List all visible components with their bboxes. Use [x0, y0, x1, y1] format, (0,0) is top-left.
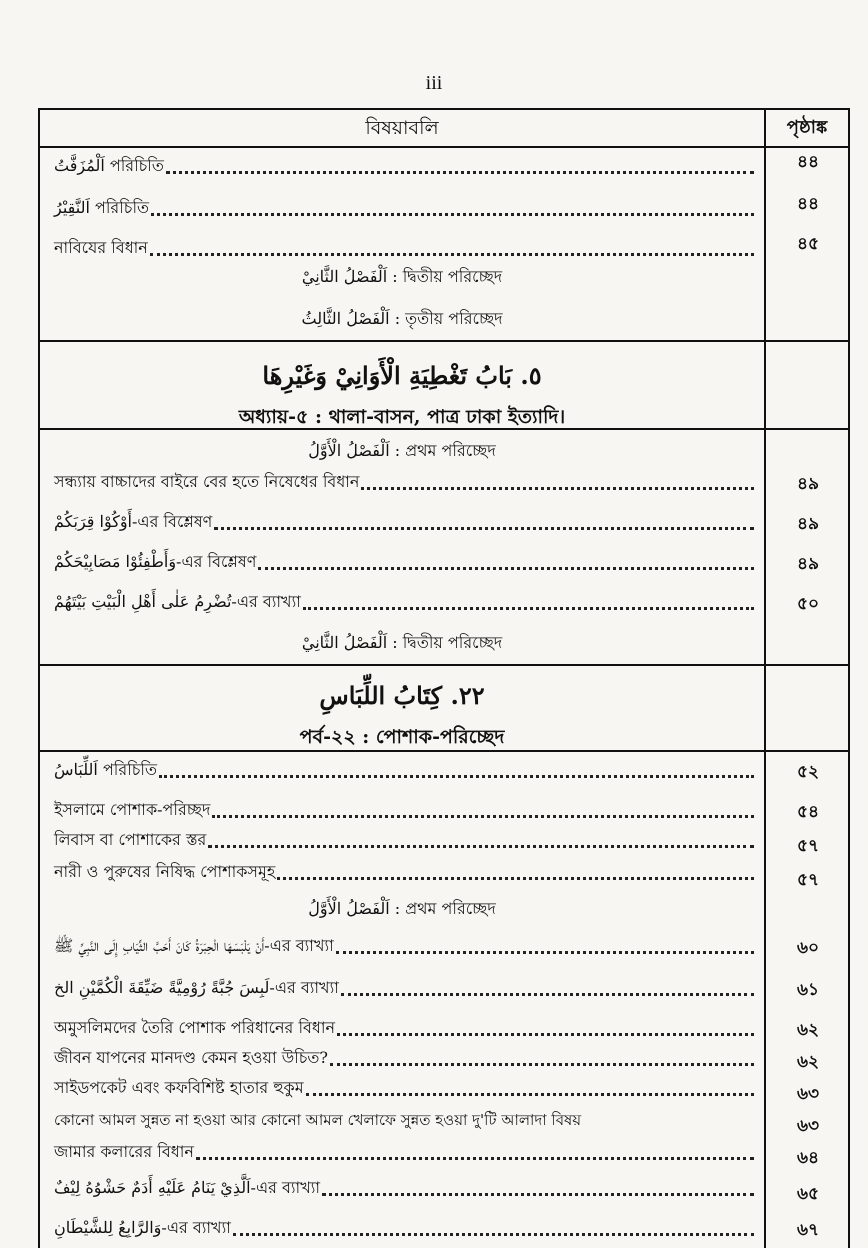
row-divider [40, 340, 848, 342]
book-title-arabic: ٢٢. كِتَابُ اللِّبَاسِ [319, 681, 485, 710]
chapter-title-arabic: ٥. بَابُ تَغْطِيَةِ الْأَوَانِيْ وَغَيْرِهَا [262, 361, 542, 390]
entry-page: ৫২ [796, 762, 820, 782]
entry-title: জামার কলারের বিধান [54, 1142, 194, 1161]
entry-page: ৫০ [796, 594, 820, 614]
entry-page: ৪৫ [796, 234, 820, 254]
entry-title: নাবিযের বিধান [54, 238, 148, 257]
toc-entry[interactable] [54, 1104, 754, 1134]
entry-page: ৬৫ [796, 1184, 820, 1204]
entry-page: ৬১ [796, 980, 820, 1000]
entry-page: ৬৭ [796, 1220, 820, 1240]
entry-title: وَأَطْفِئُوْا مَصَابِيْحَكُمْ-এর বিশ্লেষণ [54, 552, 257, 571]
entry-title: জীবন যাপনের মানদণ্ড কেমন হওয়া উচিত? [54, 1048, 328, 1067]
dot-leader [214, 527, 754, 530]
section-heading: اَلْفَصْلُ الثَّانِيْ : দ্বিতীয় পরিচ্ছেদ [301, 633, 503, 652]
entry-page: ৬২ [796, 1052, 820, 1072]
dot-leader [306, 1093, 754, 1096]
toc-entry[interactable] [54, 150, 754, 180]
dot-leader [322, 1193, 754, 1196]
dot-leader [277, 877, 754, 880]
entry-page: ৪৯ [796, 474, 820, 494]
dot-leader [361, 487, 754, 490]
section-heading: اَلْفَصْلُ الْأَوَّلُ : প্রথম পরিচ্ছেদ [308, 899, 496, 918]
row-divider [40, 428, 848, 430]
dot-leader [196, 1157, 754, 1160]
entry-page: ৬৩ [796, 1116, 820, 1136]
entry-page: ৪৪ [796, 194, 820, 214]
entry-title: اَلَّذِيْ يَنَامُ عَلَيْهِ أَدَمٌ حَشْوُهُ لِيْفٌ-এর ব্যাখ্যা [54, 1178, 320, 1197]
dot-leader [150, 253, 754, 256]
entry-title: لَبِسَ جُبَّةً رُوْمِيَّةً ضَيِّقَةَ الْكُمَّيْنِ الخ-এর ব্যাখ্যা [54, 978, 339, 997]
toc-entry[interactable] [54, 466, 754, 496]
toc-entry[interactable] [54, 232, 754, 262]
dot-leader [159, 775, 754, 778]
dot-leader [151, 213, 754, 216]
toc-entry[interactable] [54, 754, 754, 784]
entry-page: ৪৯ [796, 514, 820, 534]
toc-entry[interactable] [54, 192, 754, 222]
dot-leader [337, 1033, 754, 1036]
row-divider [40, 146, 848, 148]
table-of-contents [38, 108, 850, 1248]
page-number: iii [425, 72, 443, 94]
toc-entry[interactable] [54, 972, 754, 1002]
dot-leader [336, 951, 754, 954]
toc-header [40, 110, 848, 146]
entry-title: নারী ও পুরুষের নিষিদ্ধ পোশাকসমূহ [54, 862, 276, 881]
entry-title: أَوْكُوْا قِرَبَكُمْ-এর বিশ্লেষণ [54, 512, 213, 531]
toc-entry[interactable] [54, 794, 754, 824]
entry-title: লিবাস বা পোশাকের স্তর [54, 830, 207, 849]
dot-leader [208, 845, 754, 848]
toc-entry[interactable] [54, 1042, 754, 1072]
entry-title: সাইডপকেট এবং কফবিশিষ্ট হাতার হুকুম [54, 1078, 304, 1097]
toc-entry[interactable] [54, 1012, 754, 1042]
toc-entry[interactable] [54, 586, 754, 616]
entry-page: ৬০ [796, 938, 820, 958]
toc-entry[interactable] [54, 856, 754, 886]
toc-entry[interactable] [54, 930, 754, 960]
entry-page: ৪৯ [796, 554, 820, 574]
entry-title: কোনো আমল সুন্নত না হওয়া আর কোনো আমল খেলাফে সুন্নত হওয়া দু'টি আলাদা বিষয় [54, 1111, 582, 1129]
entry-title: اَلْمُزَفَّتُ পরিচিতি [54, 156, 164, 175]
toc-entry[interactable] [54, 1212, 754, 1242]
entry-title: تُضْرِمُ عَلٰى أَهْلِ الْبَيْتِ بَيْتَهُمْ-এর ব্যাখ্যা [54, 592, 301, 611]
entry-page: ৫৪ [796, 802, 820, 822]
page-column-heading: পৃষ্ঠাঙ্ক [786, 117, 828, 138]
row-divider [40, 750, 848, 752]
dot-leader [341, 993, 754, 996]
entry-page: ৫৭ [796, 836, 820, 856]
entry-title: أَنْ يَلْبَسَهَا الْحِبَرَةُ كَانَ أَحَبَّ الثِّيَابِ إِلَى النَّبِيِّ ﷺ-এর ব্যাখ্যা [54, 936, 334, 955]
contents-heading: বিষয়াবলি [365, 117, 439, 139]
toc-entry[interactable] [54, 546, 754, 576]
entry-title: সন্ধ্যায় বাচ্চাদের বাইরে বের হতে নিষেধের বিধান [54, 472, 360, 491]
dot-leader [166, 171, 754, 174]
section-heading: اَلْفَصْلُ الْأَوَّلُ : প্রথম পরিচ্ছেদ [308, 441, 496, 460]
section-heading: اَلْفَصْلُ الثَّالِثُ : তৃতীয় পরিচ্ছেদ [301, 309, 503, 328]
row-divider [40, 664, 848, 666]
chapter-title: অধ্যায়-৫ : থালা-বাসন, পাত্র ঢাকা ইত্যাদি। [238, 406, 566, 428]
toc-entry[interactable] [54, 1172, 754, 1202]
dot-leader [330, 1063, 754, 1066]
entry-page: ৬৪ [796, 1148, 820, 1168]
dot-leader [233, 1233, 754, 1236]
entry-page: ৬৩ [796, 1084, 820, 1104]
section-heading: اَلْفَصْلُ الثَّانِيْ : দ্বিতীয় পরিচ্ছেদ [301, 267, 503, 286]
toc-entry[interactable] [54, 1072, 754, 1102]
toc-entry[interactable] [54, 506, 754, 536]
toc-entry[interactable] [54, 824, 754, 854]
dot-leader [212, 815, 754, 818]
book-title: পর্ব-২২ : পোশাক-পরিচ্ছেদ [299, 726, 505, 748]
entry-title: وَالرَّابِعُ لِلشَّيْطَانِ-এর ব্যাখ্যা [54, 1218, 231, 1237]
entry-title: اَللِّبَاسُ পরিচিতি [54, 760, 157, 779]
toc-entry[interactable] [54, 1136, 754, 1166]
entry-page: ৬২ [796, 1020, 820, 1040]
dot-leader [303, 607, 754, 610]
entry-title: اَلنَّقِيْرُ পরিচিতি [54, 198, 150, 217]
dot-leader [258, 567, 754, 570]
entry-page: ৪৪ [796, 152, 820, 172]
entry-title: অমুসলিমদের তৈরি পোশাক পরিধানের বিধান [54, 1018, 336, 1037]
entry-title: ইসলামে পোশাক-পরিচ্ছদ [54, 800, 211, 819]
entry-page: ৫৭ [796, 870, 820, 890]
